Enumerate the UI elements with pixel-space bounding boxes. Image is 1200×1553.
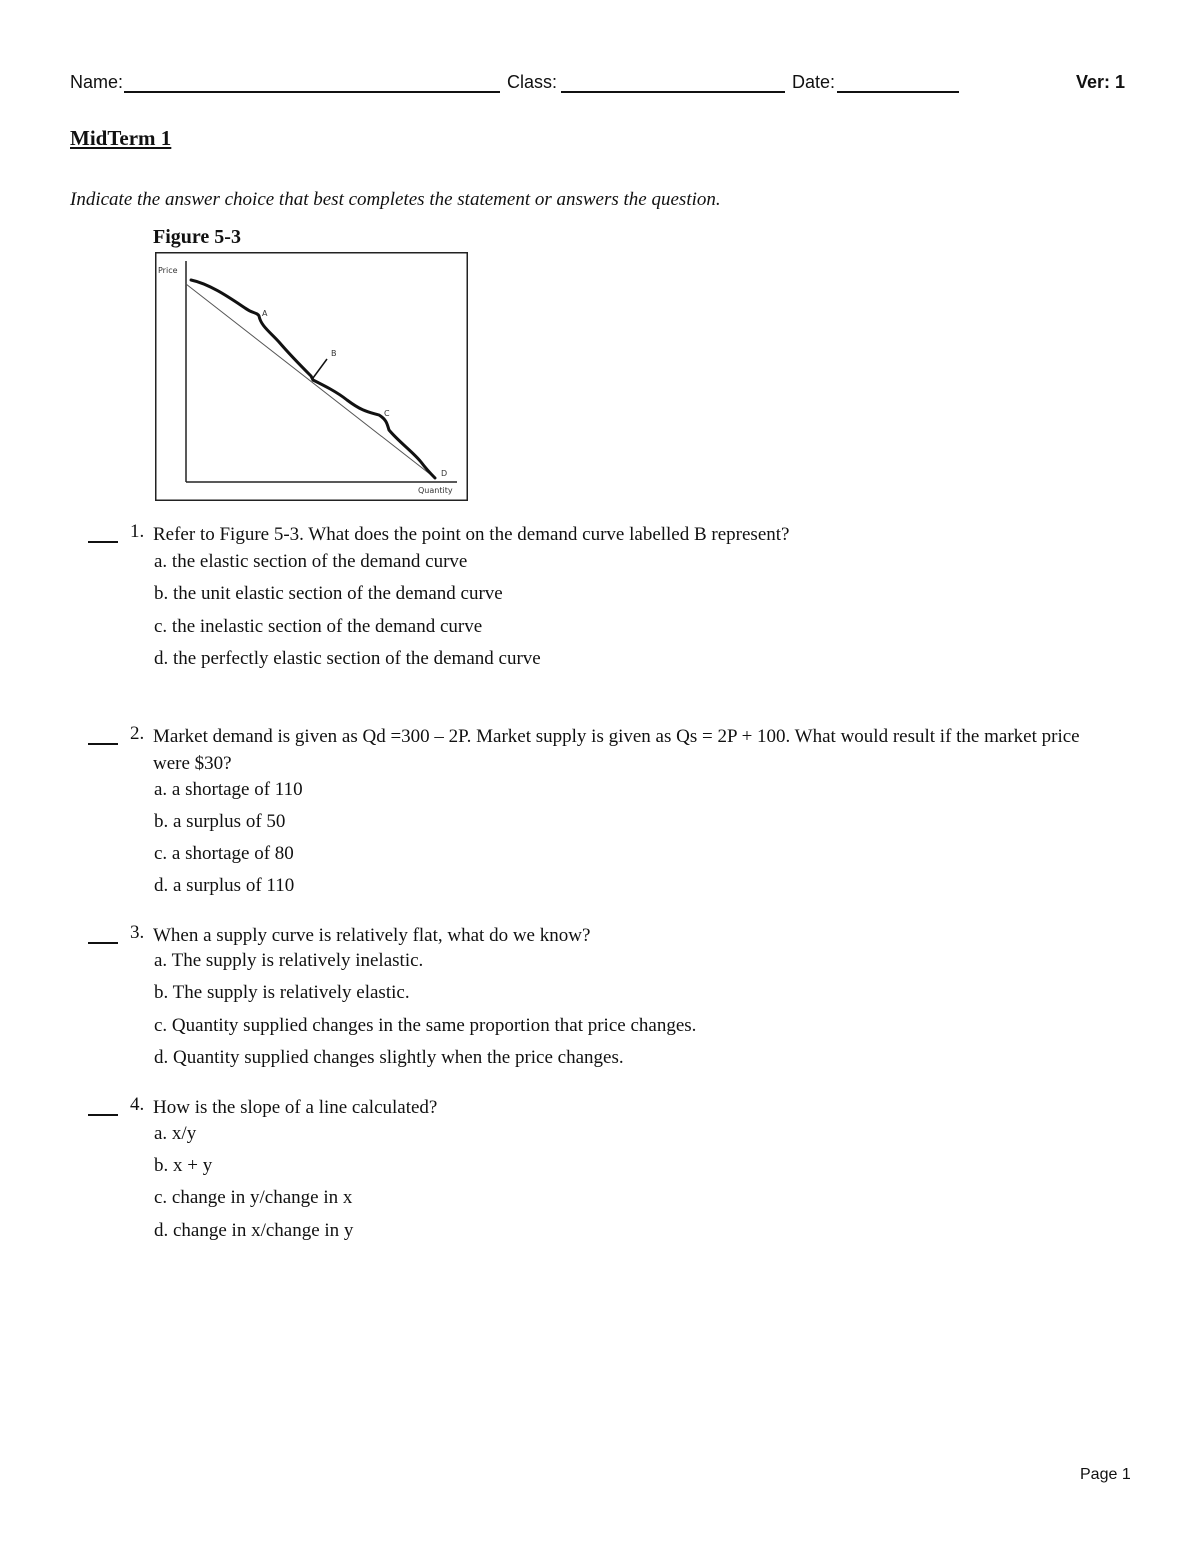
date-field[interactable] — [837, 91, 959, 93]
page-number: Page 1 — [1080, 1466, 1131, 1483]
name-label: Name: — [70, 72, 124, 92]
quantity-axis-label: Quantity — [418, 486, 453, 495]
option-c: c. a shortage of 80 — [154, 843, 294, 864]
option-c: c. the inelastic section of the demand curve — [154, 616, 483, 637]
option-a: a. x/y — [154, 1123, 197, 1144]
figure-title: Figure 5-3 — [153, 226, 241, 248]
question-number: 3. — [130, 922, 145, 943]
option-c: c. Quantity supplied changes in the same proportion that price changes. — [154, 1015, 697, 1036]
option-c: c. change in y/change in x — [154, 1187, 353, 1208]
point-label-c: C — [384, 409, 390, 418]
version-label: Ver: 1 — [1076, 72, 1126, 92]
point-label-a: A — [262, 309, 268, 318]
point-label-b: B — [331, 349, 337, 358]
option-b: b. The supply is relatively elastic. — [154, 982, 410, 1003]
question-text: When a supply curve is relatively flat, what do we know? — [153, 925, 591, 946]
question-text: Market demand is given as Qd =300 – 2P. Market supply is given as Qs = 2P + 100. What would result if the market price were $30? — [153, 726, 1080, 774]
option-b: b. the unit elastic section of the demand curve — [154, 583, 503, 604]
answer-blank-2[interactable] — [88, 743, 118, 745]
point-label-d: D — [441, 469, 448, 478]
question-text: Refer to Figure 5-3. What does the point on the demand curve labelled B represent? — [153, 524, 790, 545]
question-number: 4. — [130, 1094, 145, 1115]
question-number: 2. — [130, 723, 145, 744]
option-d: d. a surplus of 110 — [154, 875, 295, 896]
class-label: Class: — [507, 72, 558, 92]
option-b: b. x + y — [154, 1155, 213, 1176]
option-d: d. change in x/change in y — [154, 1220, 354, 1241]
option-b: b. a surplus of 50 — [154, 811, 286, 832]
option-a: a. The supply is relatively inelastic. — [154, 950, 424, 971]
answer-blank-1[interactable] — [88, 541, 118, 543]
answer-blank-3[interactable] — [88, 942, 118, 944]
exam-title: MidTerm 1 — [70, 126, 172, 150]
question-number: 1. — [130, 521, 145, 542]
answer-blank-4[interactable] — [88, 1114, 118, 1116]
date-label: Date: — [792, 72, 836, 92]
option-a: a. the elastic section of the demand curve — [154, 551, 468, 572]
price-axis-label: Price — [158, 266, 178, 275]
demand-curve-figure — [155, 252, 468, 501]
instructions: Indicate the answer choice that best completes the statement or answers the question. — [70, 189, 721, 210]
option-d: d. the perfectly elastic section of the demand curve — [154, 648, 541, 669]
option-d: d. Quantity supplied changes slightly when the price changes. — [154, 1047, 624, 1068]
exam-header — [70, 72, 1130, 98]
question-text: How is the slope of a line calculated? — [153, 1097, 438, 1118]
option-a: a. a shortage of 110 — [154, 779, 303, 800]
name-field[interactable] — [124, 91, 500, 93]
class-field[interactable] — [561, 91, 785, 93]
